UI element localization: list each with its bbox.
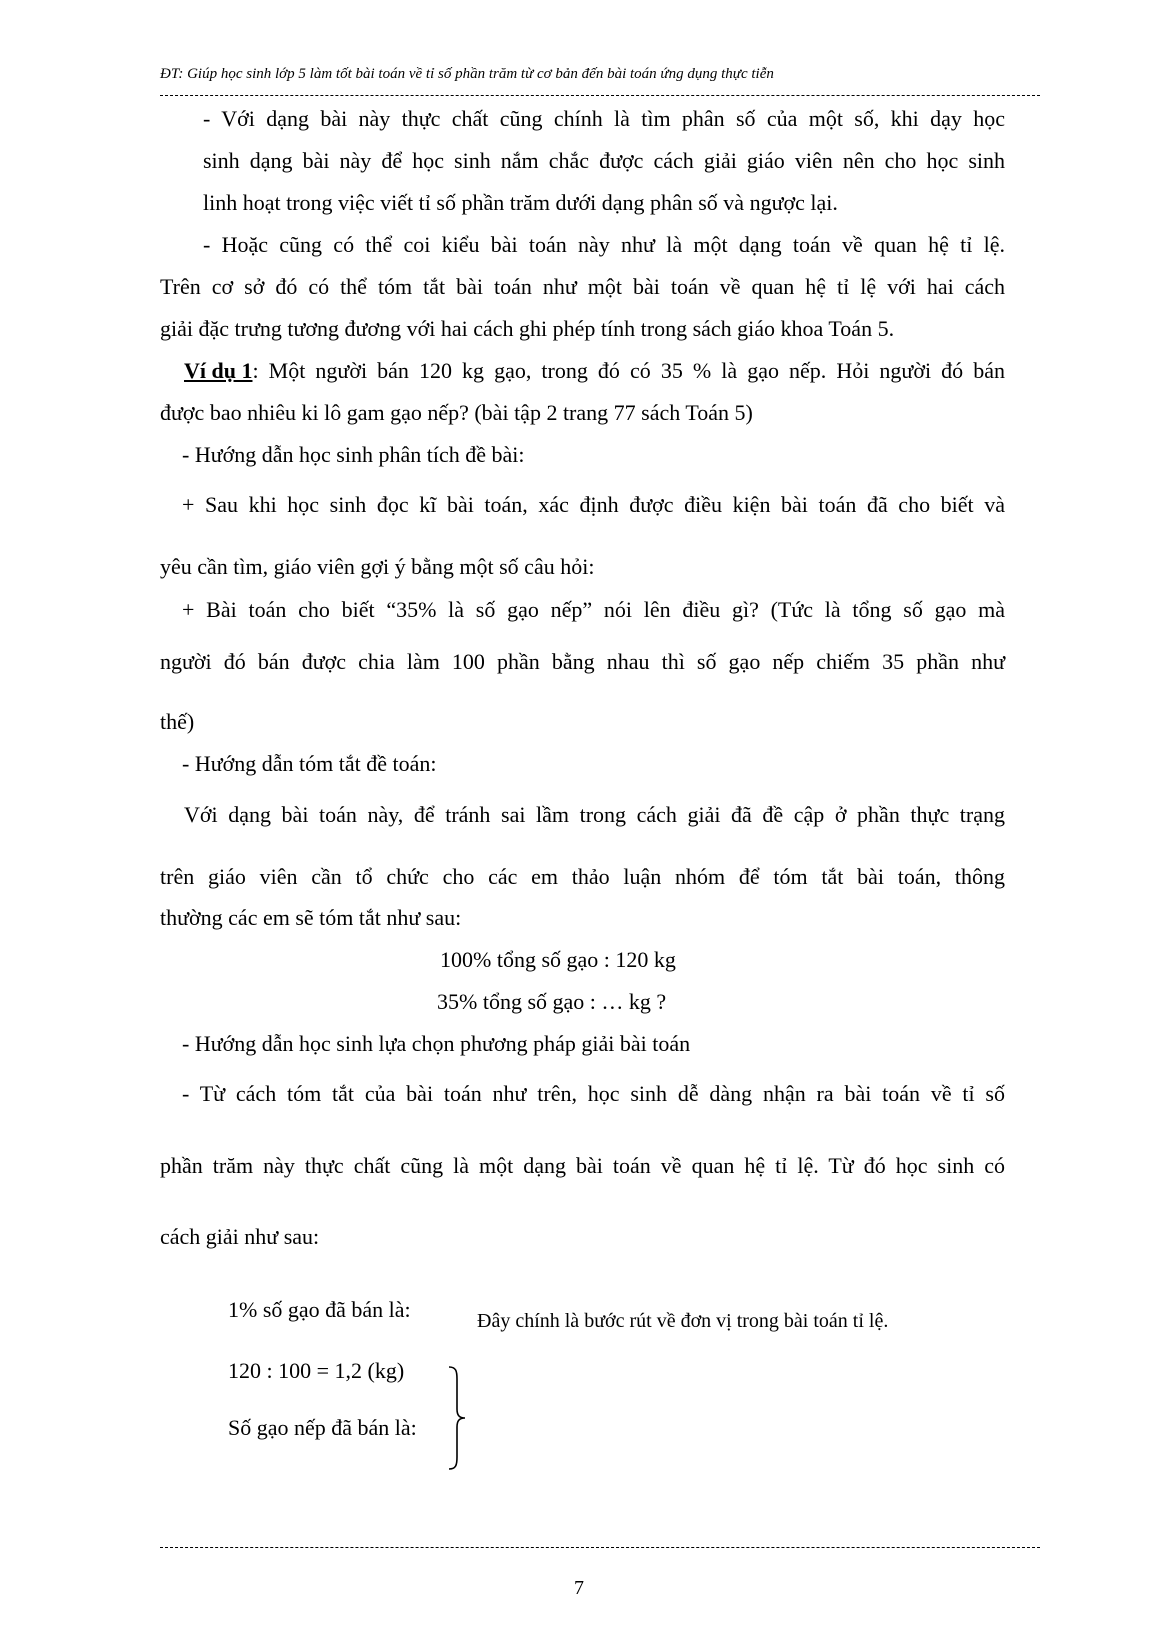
solution-step-1: 1% số gạo đã bán là:	[228, 1297, 411, 1322]
guide-analyze: - Hướng dẫn học sinh phân tích đề bài:	[182, 442, 525, 467]
paragraph-2-line-2: Trên cơ sở đó có thể tóm tắt bài toán như một bài toán về quan hệ tỉ lệ với hai cách	[160, 274, 1005, 299]
paragraph-3-line-1: Với dạng bài toán này, để tránh sai lầm trong cách giải đã đề cập ở phần thực trạng	[184, 802, 1005, 827]
example-label: Ví dụ 1	[184, 358, 253, 383]
paragraph-1-line-3: linh hoạt trong việc viết tỉ số phần trăm dưới dạng phân số và ngược lại.	[203, 190, 838, 215]
paragraph-2-line-3: giải đặc trưng tương đương với hai cách ghi phép tính trong sách giáo khoa Toán 5.	[160, 316, 895, 341]
solution-step-2: Số gạo nếp đã bán là:	[228, 1415, 417, 1440]
brace-note: Đây chính là bước rút về đơn vị trong bài toán tỉ lệ.	[477, 1310, 889, 1332]
page-number: 7	[574, 1577, 584, 1599]
paragraph-1-line-1: - Với dạng bài này thực chất cũng chính là tìm phân số của một số, khi dạy học	[203, 106, 1005, 131]
paragraph-4-line-3: cách giải như sau:	[160, 1224, 320, 1249]
solution-step-1-calc: 120 : 100 = 1,2 (kg)	[228, 1358, 405, 1383]
guide-2-line-2: yêu cần tìm, giáo viên gợi ý bằng một số câu hỏi:	[160, 554, 595, 579]
summary-line-1: 100% tổng số gạo : 120 kg	[440, 947, 676, 972]
paragraph-4-line-1: - Từ cách tóm tắt của bài toán như trên, học sinh dễ dàng nhận ra bài toán về tỉ số	[182, 1081, 1005, 1106]
paragraph-2-line-1: - Hoặc cũng có thể coi kiểu bài toán này như là một dạng toán về quan hệ tỉ lệ.	[203, 232, 1005, 257]
paragraph-4-line-2: phần trăm này thực chất cũng là một dạng bài toán về quan hệ tỉ lệ. Từ đó học sinh có	[160, 1153, 1005, 1178]
summary-line-2: 35% tổng số gạo : … kg ?	[437, 989, 667, 1014]
guide-summarize: - Hướng dẫn tóm tắt đề toán:	[182, 751, 437, 776]
example-1-text: : Một người bán 120 kg gạo, trong đó có 35 % là gạo nếp. Hỏi người đó bán	[252, 358, 1005, 383]
guide-method: - Hướng dẫn học sinh lựa chọn phương pháp giải bài toán	[182, 1031, 691, 1056]
guide-3-line-3: thế)	[160, 709, 195, 734]
paragraph-3-line-3: thường các em sẽ tóm tắt như sau:	[160, 905, 462, 930]
header-divider	[160, 95, 1040, 96]
curly-brace-icon	[447, 1365, 477, 1471]
example-1-line-2: được bao nhiêu ki lô gam gạo nếp? (bài tập 2 trang 77 sách Toán 5)	[160, 400, 753, 425]
paragraph-1-line-2: sinh dạng bài này để học sinh nắm chắc được cách giải giáo viên nên cho học sinh	[203, 148, 1005, 173]
guide-3-line-1: + Bài toán cho biết “35% là số gạo nếp” nói lên điều gì? (Tức là tổng số gạo mà	[182, 597, 1005, 622]
document-header: ĐT: Giúp học sinh lớp 5 làm tốt bài toán về tỉ số phần trăm từ cơ bản đến bài toán ứng dụng thực tiễn	[160, 66, 774, 82]
paragraph-3-line-2: trên giáo viên cần tổ chức cho các em thảo luận nhóm để tóm tắt bài toán, thông	[160, 864, 1005, 889]
footer-divider	[160, 1547, 1040, 1548]
guide-2-line-1: + Sau khi học sinh đọc kĩ bài toán, xác định được điều kiện bài toán đã cho biết và	[182, 492, 1005, 517]
guide-3-line-2: người đó bán được chia làm 100 phần bằng nhau thì số gạo nếp chiếm 35 phần như	[160, 649, 1005, 674]
example-1-line-1	[184, 357, 1005, 385]
